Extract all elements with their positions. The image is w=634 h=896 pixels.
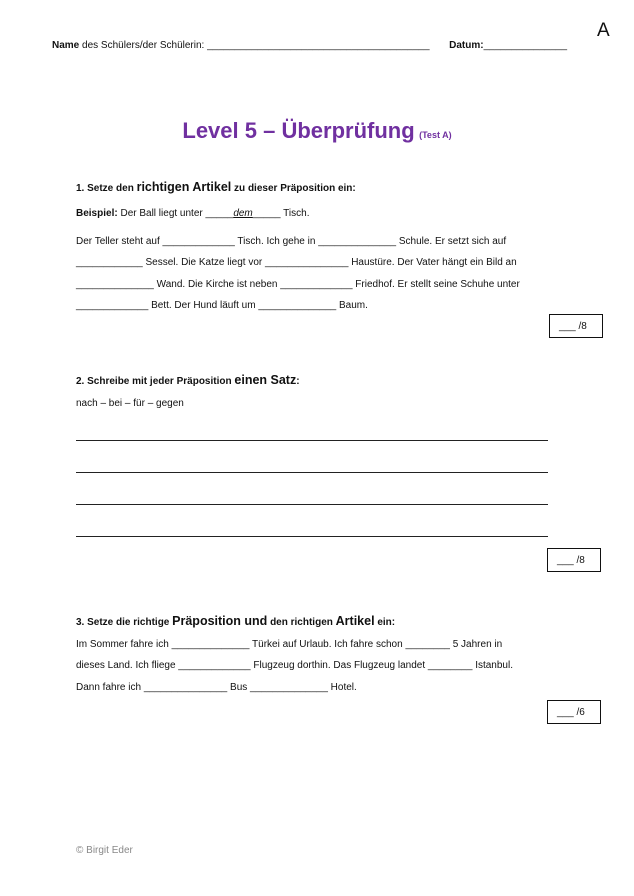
name-field-line: des Schülers/der Schülerin: ________________________________________ xyxy=(79,40,430,51)
worksheet-header xyxy=(52,40,567,51)
date-label: Datum: xyxy=(449,40,484,51)
answer-line xyxy=(76,536,548,537)
section3-line: Im Sommer fahre ich ______________ Türkei auf Urlaub. Ich fahre schon ________ 5 Jahren in xyxy=(76,639,503,650)
example-text: Der Ball liegt unter _____ xyxy=(117,208,234,219)
section3-heading-emphasis: Artikel xyxy=(335,614,375,628)
section2-heading xyxy=(76,373,300,387)
section2-prepositions: nach – bei – für – gegen xyxy=(76,398,184,409)
example-text: _____ Tisch. xyxy=(252,208,310,219)
page-title xyxy=(0,118,634,144)
section2-heading-emphasis: einen Satz xyxy=(234,373,297,387)
example-label: Beispiel: xyxy=(76,208,118,219)
section2-heading-part: 2. Schreibe mit jeder Präposition xyxy=(76,376,235,387)
name-label: Name xyxy=(52,40,80,51)
section1-example xyxy=(76,208,309,219)
section3-heading-part: 3. Setze die richtige xyxy=(76,617,173,628)
section1-line: Der Teller steht auf _____________ Tisch. Ich gehe in ______________ Schule. Er setzt sich auf xyxy=(76,236,507,247)
answer-line xyxy=(76,504,548,505)
section3-heading-part: den richtigen xyxy=(267,617,336,628)
section1-heading-part: zu dieser Präposition ein: xyxy=(231,183,356,194)
section1-heading xyxy=(76,180,356,194)
date-field-line: _______________ xyxy=(483,40,568,51)
answer-line xyxy=(76,440,548,441)
section1-line: ______________ Wand. Die Kirche ist neben _____________ Friedhof. Er stellt seine Schuhe unter xyxy=(76,279,520,290)
test-version-letter: A xyxy=(597,20,610,41)
section3-line: Dann fahre ich _______________ Bus ______________ Hotel. xyxy=(76,682,357,693)
section1-line: ____________ Sessel. Die Katze liegt vor _______________ Haustüre. Der Vater hängt ein Bild an xyxy=(76,257,517,268)
section3-line: dieses Land. Ich fliege _____________ Flugzeug dorthin. Das Flugzeug landet ________ Istanbul. xyxy=(76,660,513,671)
title-main: Level 5 – Überprüfung xyxy=(182,118,415,143)
example-answer: dem xyxy=(233,208,253,219)
copyright-footer: © Birgit Eder xyxy=(76,845,133,856)
section1-line: _____________ Bett. Der Hund läuft um ______________ Baum. xyxy=(76,300,368,311)
section1-heading-part: 1. Setze den xyxy=(76,183,137,194)
section3-heading xyxy=(76,614,395,628)
section3-heading-emphasis: Präposition und xyxy=(172,614,268,628)
section3-score-box: ___ /6 xyxy=(547,700,601,724)
section2-score-box: ___ /8 xyxy=(547,548,601,572)
section1-heading-emphasis: richtigen Artikel xyxy=(136,180,232,194)
section3-heading-part: ein: xyxy=(374,617,396,628)
answer-line xyxy=(76,472,548,473)
section2-heading-part: : xyxy=(296,376,300,387)
section1-score-box: ___ /8 xyxy=(549,314,603,338)
title-sub: (Test A) xyxy=(419,130,452,140)
